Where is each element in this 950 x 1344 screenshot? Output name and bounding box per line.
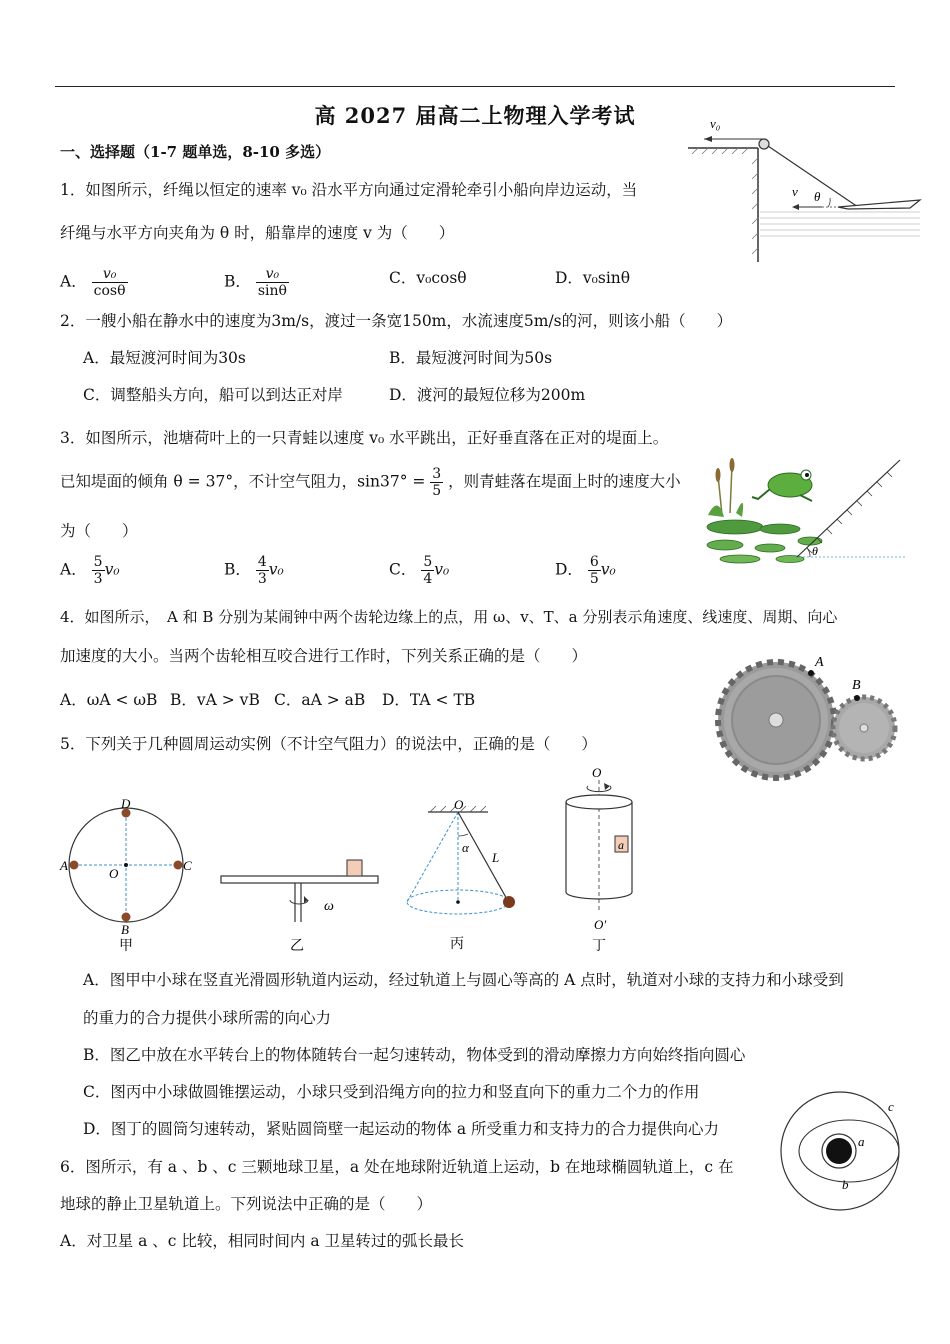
q4-option-b[interactable]: B．vA > vB	[170, 691, 260, 709]
q5-option-b[interactable]: B．图乙中放在水平转台上的物体随转台一起匀速转动，物体受到的滑动摩擦力方向始终指向圆心	[83, 1046, 746, 1064]
q4-stem-line2: 加速度的大小。当两个齿轮相互咬合进行工作时，下列关系正确的是（ ）	[60, 647, 588, 665]
q1-option-d[interactable]: D．v₀sinθ	[555, 269, 631, 287]
q2-option-d[interactable]: D．渡河的最短位移为200m	[389, 386, 586, 404]
q3-option-d[interactable]: D． $\frac{6}{5}$ v₀	[555, 554, 616, 587]
page-title: 高 2027 届高二上物理入学考试	[314, 103, 636, 128]
q3-option-b[interactable]: B． $\frac{4}{3}$ v₀	[224, 554, 284, 587]
q4-option-a[interactable]: A．ωA < ωB	[60, 691, 158, 709]
q5-fig3-o-label: O	[454, 797, 464, 812]
section-heading: 一、选择题（1-7 题单选，8-10 多选）	[60, 143, 331, 161]
q1-v-label: v	[792, 184, 798, 199]
q3-stem-line3: 为（ ）	[60, 522, 138, 540]
q2-option-a[interactable]: A．最短渡河时间为30s	[83, 349, 246, 367]
q6-satellites-figure	[772, 1085, 912, 1215]
q5-fig2-turntable	[218, 856, 383, 956]
q6-stem-line1: 6．图所示，有 a 、b 、c 三颗地球卫星，a 处在地球附近轨道上运动，b 在地球椭圆轨道上，c 在	[60, 1158, 734, 1176]
q2-stem: 2．一艘小船在静水中的速度为3m/s，渡过一条宽150m，水流速度5m/s的河，则该小船（ ）	[60, 312, 733, 330]
q1-a-denominator: cosθ	[93, 283, 126, 299]
q1-theta-label: θ	[814, 189, 821, 204]
q5-option-a-line2: 的重力的合力提供小球所需的向心力	[83, 1009, 332, 1027]
q1-stem-line1: 1．如图所示，纤绳以恒定的速率 v₀ 沿水平方向通过定滑轮牵引小船向岸边运动，当	[60, 181, 638, 199]
q5-fig4-o2-label: O′	[594, 917, 607, 932]
q3-theta-label: θ	[812, 544, 818, 558]
top-rule	[55, 86, 895, 87]
q4-option-c[interactable]: C．aA > aB	[274, 691, 366, 709]
q2-option-c[interactable]: C．调整船头方向，船可以到达正对岸	[83, 386, 343, 404]
q6-b-label: b	[842, 1177, 849, 1192]
q5-fig2-caption: 乙	[290, 939, 304, 954]
q3-option-c[interactable]: C． $\frac{5}{4}$ v₀	[389, 554, 450, 587]
q1-b-numerator: v₀	[256, 266, 289, 283]
q5-fig1-a-label: A	[60, 858, 68, 873]
q5-fig4-o-label: O	[592, 765, 602, 780]
q3-option-a[interactable]: A． $\frac{5}{3}$ v₀	[60, 554, 120, 587]
q1-figure	[688, 112, 923, 262]
q6-option-a[interactable]: A．对卫星 a 、c 比较，相同时间内 a 卫星转过的弧长最长	[60, 1232, 464, 1250]
q1-option-b[interactable]: B． $\frac{\text{v₀}}{\sin\theta}$	[224, 266, 287, 299]
q4-option-d[interactable]: D．TA < TB	[382, 691, 476, 709]
q5-option-c[interactable]: C．图丙中小球做圆锥摆运动，小球只受到沿绳方向的拉力和竖直向下的重力二个力的作用	[83, 1083, 700, 1101]
q1-b-denominator: sinθ	[257, 283, 287, 299]
q1-option-c[interactable]: C．v₀cosθ	[389, 269, 467, 287]
q6-a-label: a	[858, 1134, 865, 1149]
q5-fig1-b-label: B	[121, 922, 129, 937]
q5-fig1-vertical-circle	[56, 794, 196, 954]
q5-fig1-o-label: O	[109, 866, 119, 881]
q4-stem-line1: 4．如图所示， A 和 B 分别为某闹钟中两个齿轮边缘上的点，用 ω、v、T、a 分别表示角速度、线速度、周期、向心	[60, 608, 838, 626]
q3-sin-numerator: 3	[432, 466, 442, 482]
q1-stem-line2: 纤绳与水平方向夹角为 θ 时，船靠岸的速度 v 为（ ）	[60, 224, 455, 242]
q5-fig3-alpha-label: α	[462, 840, 469, 855]
q5-fig3-conical-pendulum	[400, 796, 525, 956]
q5-fig3-caption: 丙	[450, 937, 464, 952]
q5-fig1-caption: 甲	[119, 939, 133, 954]
q5-fig4-a-label: a	[618, 838, 624, 852]
q3-stem-line2: 已知堤面的倾角 θ = 37°，不计空气阻力，sin37° = $\frac{3}{5}$ ，则青蛙落在堤面上时的速度大小	[60, 466, 681, 499]
q4-point-b-label: B	[852, 678, 861, 693]
q1-option-a[interactable]: A． $\frac{\text{v₀}}{\cos\theta}$	[60, 266, 126, 299]
q5-fig1-d-label: D	[121, 796, 131, 811]
q3-figure	[700, 455, 910, 565]
q5-fig4-rotating-cylinder	[558, 764, 643, 956]
q3-sin-denominator: 5	[432, 483, 442, 499]
q4-gears-figure	[712, 648, 912, 788]
q6-stem-line2: 地球的静止卫星轨道上。下列说法中正确的是（ ）	[60, 1195, 433, 1213]
q3-stem-line1: 3．如图所示，池塘荷叶上的一只青蛙以速度 v₀ 水平跳出，正好垂直落在正对的堤面上。	[60, 429, 669, 447]
q1-v0-label: v₀	[710, 116, 721, 131]
q4-point-a-label: A	[815, 655, 824, 670]
q5-fig1-c-label: C	[183, 858, 192, 873]
q1-a-numerator: v₀	[92, 266, 128, 283]
q5-fig3-l-label: L	[492, 850, 500, 865]
q6-c-label: c	[888, 1099, 894, 1114]
q5-option-a-line1[interactable]: A．图甲中小球在竖直光滑圆形轨道内运动，经过轨道上与圆心等高的 A 点时，轨道对小球的支持力和小球受到	[83, 971, 844, 989]
q5-option-d[interactable]: D．图丁的圆筒匀速转动，紧贴圆筒壁一起运动的物体 a 所受重力和支持力的合力提供向心力	[83, 1120, 720, 1138]
q5-fig2-omega-label: ω	[324, 899, 334, 914]
q5-fig4-caption: 丁	[592, 939, 606, 954]
q2-option-b[interactable]: B．最短渡河时间为50s	[389, 349, 553, 367]
q5-stem: 5．下列关于几种圆周运动实例（不计空气阻力）的说法中，正确的是（ ）	[60, 735, 597, 753]
